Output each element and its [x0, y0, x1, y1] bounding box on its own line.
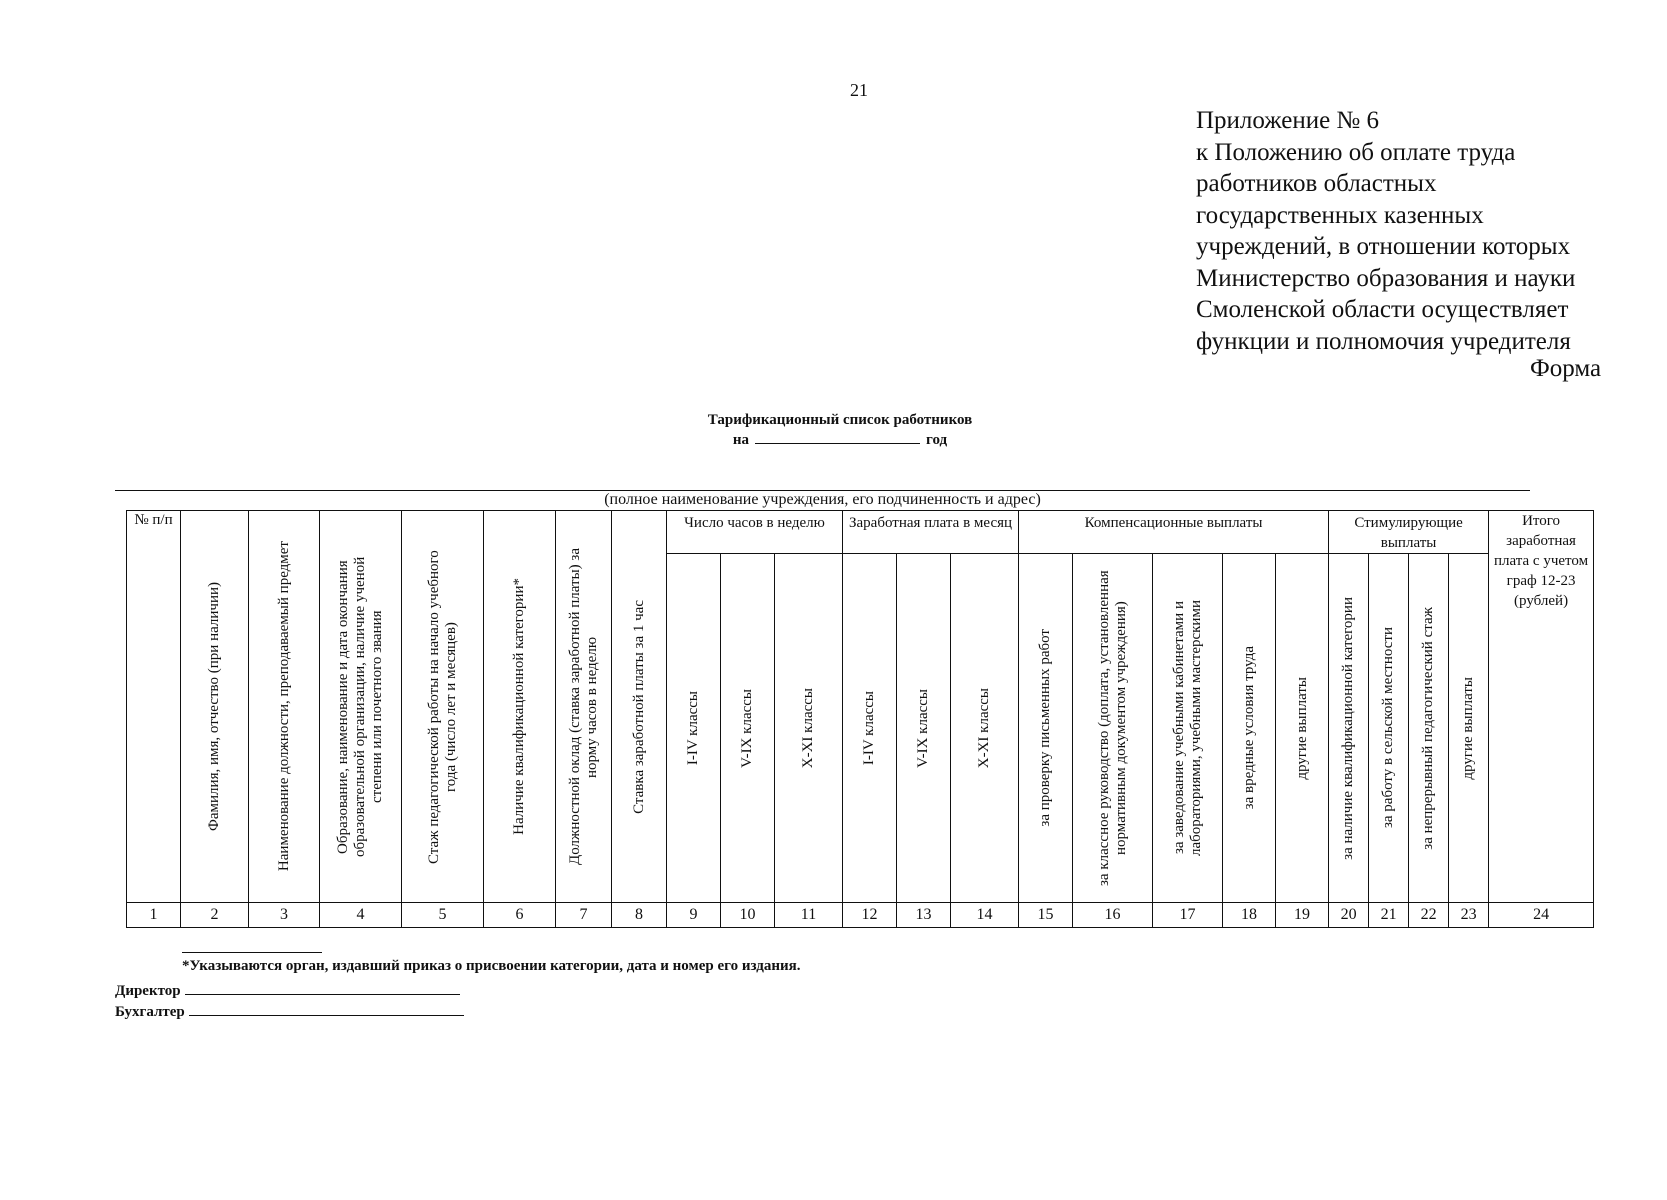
column-number: 3: [249, 903, 320, 928]
column-number: 18: [1223, 903, 1276, 928]
header-salary: Должностной оклад (ставка заработной платы) за норму часов в неделю: [556, 511, 612, 903]
column-number: 23: [1449, 903, 1489, 928]
column-number: 12: [843, 903, 897, 928]
header-total: Итого заработная плата с учетом граф 12-23 (рублей): [1489, 511, 1594, 903]
director-signature: [115, 982, 460, 1000]
header-name: Фамилия, имя, отчество (при наличии): [181, 511, 249, 903]
column-number: 17: [1153, 903, 1223, 928]
column-number: 5: [402, 903, 484, 928]
header-group-hours: Число часов в неделю: [667, 511, 843, 554]
column-number: 7: [556, 903, 612, 928]
header-position: Наименование должности, преподаваемый предмет: [249, 511, 320, 903]
tariff-table: [126, 510, 1594, 928]
header-stim-rural: за работу в сельской местности: [1369, 554, 1409, 903]
column-number: 6: [484, 903, 556, 928]
appendix-heading: [1196, 105, 1636, 357]
title-suffix: год: [926, 432, 948, 448]
page-number: 21: [850, 80, 868, 100]
org-caption: (полное наименование учреждения, его подчиненность и адрес): [604, 491, 1041, 508]
accountant-label: Бухгалтер: [115, 1004, 185, 1020]
column-numbers-row: [127, 903, 1594, 928]
header-group-compensation: Компенсационные выплаты: [1019, 511, 1329, 554]
column-number: 1: [127, 903, 181, 928]
year-blank-field[interactable]: [755, 430, 920, 444]
footnote: *Указываются орган, издавший приказ о присвоении категории, дата и номер его издания.: [182, 958, 801, 974]
header-group-stimulating: Стимулирующие выплаты: [1329, 511, 1489, 554]
header-pay-10-11: X-XI классы: [951, 554, 1019, 903]
header-comp-written-works: за проверку письменных работ: [1019, 554, 1073, 903]
appendix-line: к Положению об оплате труда: [1196, 138, 1516, 166]
column-number: 4: [320, 903, 402, 928]
column-number: 20: [1329, 903, 1369, 928]
header-hourly-rate: Ставка заработной платы за 1 час: [612, 511, 667, 903]
header-pay-1-4: I-IV классы: [843, 554, 897, 903]
column-number: 24: [1489, 903, 1594, 928]
column-number: 8: [612, 903, 667, 928]
appendix-line: работников областных: [1196, 170, 1437, 197]
document-title: [640, 411, 1040, 450]
appendix-line: государственных казенных: [1196, 201, 1484, 229]
header-group-pay: Заработная плата в месяц: [843, 511, 1019, 554]
appendix-line: Приложение № 6: [1196, 107, 1380, 134]
column-number: 13: [897, 903, 951, 928]
tariff-table-wrap: [126, 510, 1594, 928]
column-number: 11: [775, 903, 843, 928]
accountant-signature: [115, 1003, 464, 1021]
title-year-line: [640, 430, 1040, 450]
header-comp-class-guidance: за классное руководство (доплата, установленная нормативным документом учреждения): [1073, 554, 1153, 903]
column-number: 15: [1019, 903, 1073, 928]
column-number: 10: [721, 903, 775, 928]
header-category: Наличие квалификационной категории*: [484, 511, 556, 903]
column-number: 19: [1276, 903, 1329, 928]
header-hours-5-9: V-IX классы: [721, 554, 775, 903]
director-signature-field[interactable]: [185, 982, 460, 995]
column-number: 22: [1409, 903, 1449, 928]
column-number: 9: [667, 903, 721, 928]
header-education: Образование, наименование и дата окончания образовательной организации, наличие ученой степени или почетного звания: [320, 511, 402, 903]
appendix-line: учреждений, в отношении которых: [1196, 233, 1571, 260]
header-pay-5-9: V-IX классы: [897, 554, 951, 903]
header-comp-harmful: за вредные условия труда: [1223, 554, 1276, 903]
accountant-signature-field[interactable]: [189, 1003, 464, 1016]
column-number: 16: [1073, 903, 1153, 928]
header-stim-experience: за непрерывный педагогический стаж: [1409, 554, 1449, 903]
director-label: Директор: [115, 983, 181, 999]
header-comp-cabinets: за заведование учебными кабинетами и лабораториями, учебными мастерскими: [1153, 554, 1223, 903]
header-comp-other: другие выплаты: [1276, 554, 1329, 903]
title-line: Тарификационный список работников: [707, 412, 973, 428]
column-number: 2: [181, 903, 249, 928]
header-hours-1-4: I-IV классы: [667, 554, 721, 903]
header-experience: Стаж педагогической работы на начало учебного года (число лет и месяцев): [402, 511, 484, 903]
appendix-line: Министерство образования и науки: [1196, 264, 1576, 292]
form-label: Форма: [1530, 355, 1602, 382]
header-stim-category: за наличие квалификационной категории: [1329, 554, 1369, 903]
header-no: № п/п: [127, 511, 181, 903]
header-hours-10-11: X-XI классы: [775, 554, 843, 903]
appendix-line: функции и полномочия учредителя: [1196, 327, 1571, 355]
header-stim-other: другие выплаты: [1449, 554, 1489, 903]
column-number: 21: [1369, 903, 1409, 928]
footnote-divider: [182, 952, 322, 953]
appendix-line: Смоленской области осуществляет: [1196, 296, 1569, 323]
title-prefix: на: [732, 432, 750, 448]
column-number: 14: [951, 903, 1019, 928]
